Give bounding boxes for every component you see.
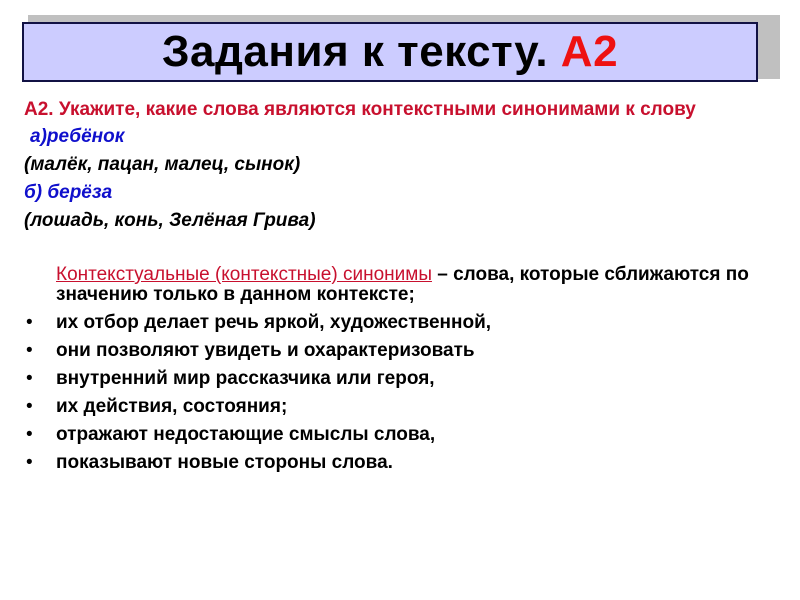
bullet-text: внутренний мир рассказчика или героя,	[56, 368, 435, 389]
list-item	[24, 453, 764, 473]
slide-title	[162, 27, 618, 77]
bullet-icon: •	[26, 340, 33, 361]
bullet-text: отражают недостающие смыслы слова,	[56, 424, 436, 445]
variant-b-word: б) берёза	[24, 182, 113, 203]
slide-title-accent: А2	[560, 27, 619, 76]
bullet-icon: •	[26, 396, 33, 417]
bullet-list	[24, 313, 764, 473]
list-item	[24, 341, 764, 361]
list-item	[24, 369, 764, 389]
bullet-icon: •	[26, 452, 33, 473]
variant-a-options: (малёк, пацан, малец, сынок)	[24, 154, 301, 175]
bullet-text: показывают новые стороны слова.	[56, 452, 393, 473]
variant-a-word: а)ребёнок	[30, 126, 125, 147]
list-item	[24, 425, 764, 445]
definition-term: Контекстуальные (контекстные) синонимы	[56, 264, 432, 285]
bullet-text: они позволяют увидеть и охарактеризовать	[56, 340, 475, 361]
bullet-icon: •	[26, 424, 33, 445]
slide-content	[24, 100, 764, 481]
spacer	[24, 239, 764, 265]
variant-b-options: (лошадь, конь, Зелёная Грива)	[24, 210, 316, 231]
bullet-text: их действия, состояния;	[56, 396, 288, 417]
title-banner	[22, 22, 758, 82]
list-item	[24, 397, 764, 417]
task-prompt: А2. Укажите, какие слова являются контекстными синонимами к слову	[24, 99, 696, 120]
bullet-icon: •	[26, 312, 33, 333]
list-item	[24, 313, 764, 333]
bullet-text: их отбор делает речь яркой, художественной,	[56, 312, 492, 333]
slide-title-main: Задания к тексту.	[161, 27, 549, 76]
bullet-icon: •	[26, 368, 33, 389]
definition-paragraph	[24, 265, 764, 305]
definition-rest: – слова, которые сближаются по значению только в данном контексте;	[56, 264, 749, 305]
